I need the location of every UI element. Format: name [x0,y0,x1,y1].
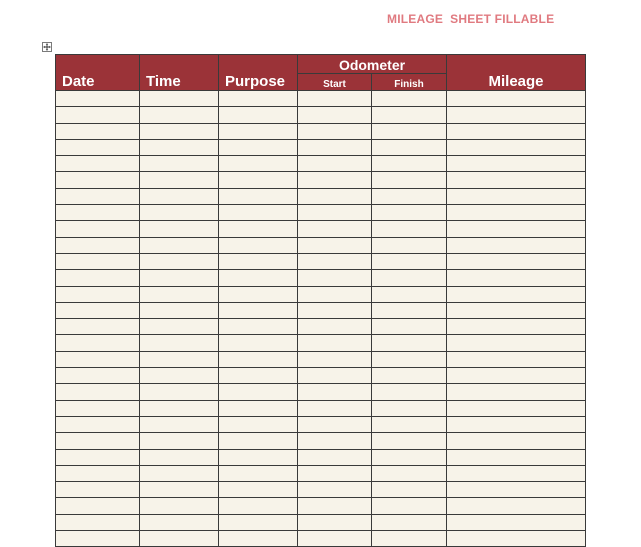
purpose-cell[interactable] [219,172,298,188]
table-row [56,416,586,432]
date-cell[interactable] [56,91,140,107]
table-row [56,123,586,139]
time-cell[interactable] [140,531,219,547]
odometer-finish-cell[interactable] [372,319,447,335]
purpose-cell[interactable] [219,156,298,172]
mileage-table [55,54,586,547]
purpose-cell[interactable] [219,253,298,269]
date-cell[interactable] [56,465,140,481]
mileage-cell[interactable] [447,351,586,367]
date-cell[interactable] [56,368,140,384]
move-arrows-icon [43,43,51,51]
time-cell[interactable] [140,302,219,318]
date-cell[interactable] [56,221,140,237]
table-row [56,221,586,237]
date-cell[interactable] [56,172,140,188]
odometer-finish-cell[interactable] [372,531,447,547]
mileage-cell[interactable] [447,384,586,400]
purpose-cell[interactable] [219,531,298,547]
table-row [56,172,586,188]
time-cell[interactable] [140,465,219,481]
header-odometer: Odometer [298,55,447,74]
odometer-finish-cell[interactable] [372,400,447,416]
time-cell[interactable] [140,384,219,400]
odometer-start-cell[interactable] [298,205,372,221]
mileage-cell[interactable] [447,449,586,465]
time-cell[interactable] [140,107,219,123]
odometer-start-cell[interactable] [298,302,372,318]
table-row [56,91,586,107]
header-odometer-finish: Finish [372,74,447,91]
purpose-cell[interactable] [219,465,298,481]
date-cell[interactable] [56,188,140,204]
odometer-start-cell[interactable] [298,188,372,204]
date-cell[interactable] [56,498,140,514]
odometer-start-cell[interactable] [298,514,372,530]
mileage-cell[interactable] [447,172,586,188]
time-cell[interactable] [140,416,219,432]
odometer-start-cell[interactable] [298,498,372,514]
odometer-finish-cell[interactable] [372,253,447,269]
table-row [56,237,586,253]
mileage-cell[interactable] [447,319,586,335]
odometer-finish-cell[interactable] [372,286,447,302]
odometer-finish-cell[interactable] [372,384,447,400]
table-row [56,139,586,155]
odometer-start-cell[interactable] [298,416,372,432]
purpose-cell[interactable] [219,286,298,302]
purpose-cell[interactable] [219,107,298,123]
date-cell[interactable] [56,449,140,465]
date-cell[interactable] [56,286,140,302]
mileage-cell[interactable] [447,400,586,416]
table-row [56,482,586,498]
header-mileage: Mileage [447,55,586,91]
odometer-finish-cell[interactable] [372,139,447,155]
odometer-start-cell[interactable] [298,253,372,269]
time-cell[interactable] [140,172,219,188]
header-date: Date [56,55,140,91]
mileage-cell[interactable] [447,531,586,547]
purpose-cell[interactable] [219,188,298,204]
table-row [56,335,586,351]
odometer-finish-cell[interactable] [372,156,447,172]
time-cell[interactable] [140,270,219,286]
time-cell[interactable] [140,139,219,155]
mileage-cell[interactable] [447,514,586,530]
mileage-cell[interactable] [447,335,586,351]
odometer-finish-cell[interactable] [372,237,447,253]
header-time: Time [140,55,219,91]
odometer-start-cell[interactable] [298,335,372,351]
time-cell[interactable] [140,253,219,269]
odometer-finish-cell[interactable] [372,270,447,286]
date-cell[interactable] [56,237,140,253]
table-row [56,253,586,269]
mileage-cell[interactable] [447,368,586,384]
odometer-finish-cell[interactable] [372,465,447,481]
table-row [56,465,586,481]
odometer-finish-cell[interactable] [372,416,447,432]
odometer-start-cell[interactable] [298,465,372,481]
mileage-cell[interactable] [447,286,586,302]
time-cell[interactable] [140,91,219,107]
time-cell[interactable] [140,335,219,351]
odometer-finish-cell[interactable] [372,91,447,107]
odometer-finish-cell[interactable] [372,107,447,123]
time-cell[interactable] [140,188,219,204]
time-cell[interactable] [140,221,219,237]
odometer-start-cell[interactable] [298,139,372,155]
purpose-cell[interactable] [219,482,298,498]
odometer-finish-cell[interactable] [372,205,447,221]
mileage-cell[interactable] [447,123,586,139]
purpose-cell[interactable] [219,123,298,139]
date-cell[interactable] [56,514,140,530]
odometer-finish-cell[interactable] [372,123,447,139]
mileage-cell[interactable] [447,237,586,253]
mileage-cell[interactable] [447,498,586,514]
odometer-start-cell[interactable] [298,123,372,139]
date-cell[interactable] [56,253,140,269]
table-row [56,531,586,547]
odometer-start-cell[interactable] [298,319,372,335]
odometer-finish-cell[interactable] [372,172,447,188]
purpose-cell[interactable] [219,400,298,416]
date-cell[interactable] [56,335,140,351]
time-cell[interactable] [140,156,219,172]
mileage-cell[interactable] [447,433,586,449]
time-cell[interactable] [140,433,219,449]
purpose-cell[interactable] [219,416,298,432]
mileage-cell[interactable] [447,416,586,432]
date-cell[interactable] [56,416,140,432]
time-cell[interactable] [140,498,219,514]
date-cell[interactable] [56,123,140,139]
time-cell[interactable] [140,400,219,416]
odometer-start-cell[interactable] [298,156,372,172]
mileage-cell[interactable] [447,139,586,155]
date-cell[interactable] [56,482,140,498]
purpose-cell[interactable] [219,498,298,514]
date-cell[interactable] [56,400,140,416]
purpose-cell[interactable] [219,237,298,253]
purpose-cell[interactable] [219,205,298,221]
odometer-finish-cell[interactable] [372,221,447,237]
table-row [56,514,586,530]
mileage-cell[interactable] [447,91,586,107]
time-cell[interactable] [140,514,219,530]
odometer-finish-cell[interactable] [372,449,447,465]
purpose-cell[interactable] [219,514,298,530]
table-row [56,433,586,449]
time-cell[interactable] [140,319,219,335]
odometer-start-cell[interactable] [298,351,372,367]
mileage-cell[interactable] [447,253,586,269]
purpose-cell[interactable] [219,319,298,335]
date-cell[interactable] [56,351,140,367]
odometer-finish-cell[interactable] [372,433,447,449]
table-row [56,400,586,416]
mileage-cell[interactable] [447,270,586,286]
table-row [56,302,586,318]
table-row [56,188,586,204]
header-odometer-start: Start [298,74,372,91]
table-row [56,107,586,123]
mileage-cell[interactable] [447,156,586,172]
time-cell[interactable] [140,286,219,302]
odometer-start-cell[interactable] [298,91,372,107]
time-cell[interactable] [140,368,219,384]
table-move-handle-icon[interactable] [42,42,52,52]
mileage-cell[interactable] [447,465,586,481]
purpose-cell[interactable] [219,351,298,367]
purpose-cell[interactable] [219,335,298,351]
table-row [56,286,586,302]
purpose-cell[interactable] [219,368,298,384]
header-purpose: Purpose [219,55,298,91]
odometer-start-cell[interactable] [298,384,372,400]
date-cell[interactable] [56,319,140,335]
mileage-cell[interactable] [447,221,586,237]
table-row [56,319,586,335]
table-row [56,156,586,172]
purpose-cell[interactable] [219,221,298,237]
odometer-start-cell[interactable] [298,172,372,188]
time-cell[interactable] [140,351,219,367]
purpose-cell[interactable] [219,433,298,449]
mileage-cell[interactable] [447,107,586,123]
odometer-finish-cell[interactable] [372,302,447,318]
date-cell[interactable] [56,139,140,155]
odometer-finish-cell[interactable] [372,368,447,384]
purpose-cell[interactable] [219,91,298,107]
odometer-finish-cell[interactable] [372,498,447,514]
mileage-cell[interactable] [447,482,586,498]
odometer-start-cell[interactable] [298,400,372,416]
date-cell[interactable] [56,433,140,449]
table-row [56,449,586,465]
odometer-finish-cell[interactable] [372,351,447,367]
date-cell[interactable] [56,531,140,547]
odometer-start-cell[interactable] [298,433,372,449]
date-cell[interactable] [56,270,140,286]
table-row [56,384,586,400]
table-row [56,351,586,367]
table-body [56,91,586,547]
mileage-cell[interactable] [447,205,586,221]
document-title: MILEAGE SHEET FILLABLE [387,12,555,26]
date-cell[interactable] [56,384,140,400]
odometer-start-cell[interactable] [298,449,372,465]
purpose-cell[interactable] [219,302,298,318]
odometer-start-cell[interactable] [298,237,372,253]
odometer-finish-cell[interactable] [372,335,447,351]
time-cell[interactable] [140,205,219,221]
purpose-cell[interactable] [219,384,298,400]
table-row [56,205,586,221]
table-row [56,270,586,286]
time-cell[interactable] [140,237,219,253]
odometer-start-cell[interactable] [298,368,372,384]
mileage-cell[interactable] [447,302,586,318]
date-cell[interactable] [56,156,140,172]
time-cell[interactable] [140,482,219,498]
odometer-finish-cell[interactable] [372,482,447,498]
date-cell[interactable] [56,302,140,318]
purpose-cell[interactable] [219,270,298,286]
odometer-start-cell[interactable] [298,482,372,498]
table-row [56,498,586,514]
odometer-start-cell[interactable] [298,286,372,302]
date-cell[interactable] [56,107,140,123]
odometer-start-cell[interactable] [298,107,372,123]
mileage-cell[interactable] [447,188,586,204]
table-row [56,368,586,384]
odometer-finish-cell[interactable] [372,188,447,204]
date-cell[interactable] [56,205,140,221]
time-cell[interactable] [140,449,219,465]
purpose-cell[interactable] [219,449,298,465]
purpose-cell[interactable] [219,139,298,155]
odometer-finish-cell[interactable] [372,514,447,530]
odometer-start-cell[interactable] [298,531,372,547]
time-cell[interactable] [140,123,219,139]
odometer-start-cell[interactable] [298,221,372,237]
odometer-start-cell[interactable] [298,270,372,286]
